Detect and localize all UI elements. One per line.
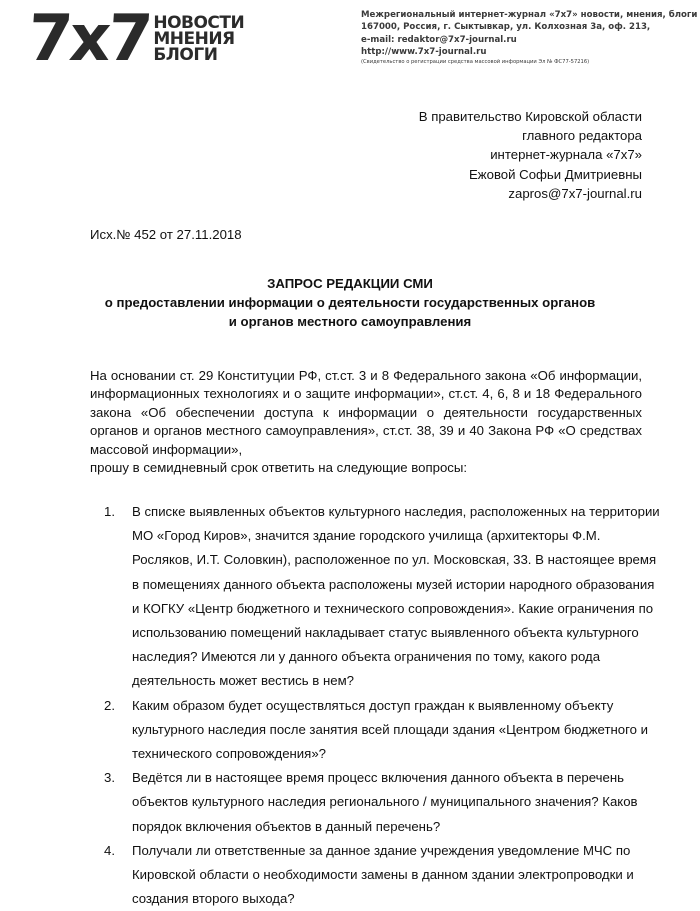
logo-words	[153, 15, 244, 63]
addressee-name: Ежовой Софьи Дмитриевны	[469, 166, 642, 182]
logo-word-opinions: МНЕНИЯ	[153, 29, 235, 49]
masthead-publication: Межрегиональный интернет-журнал «7х7» новости, мнения, блоги	[361, 10, 698, 20]
addressee-recipient: В правительство Кировской области	[418, 109, 642, 124]
addressee-publication: интернет-журнала «7х7»	[490, 147, 642, 163]
addressee-email: zapros@7x7-journal.ru	[508, 185, 642, 201]
outgoing-number: Исх.№ 452 от 27.11.2018	[90, 227, 242, 242]
masthead-registration: (Свидетельство о регистрации средства массовой информации Эл № ФС77-57216)	[361, 59, 590, 66]
addressee-block	[419, 107, 642, 203]
question-text: Получали ли ответственные за данное здание учреждения уведомление МЧС по Кировской области о необходимости замены в данном здании электропроводки и создания второго выхода?	[132, 842, 634, 907]
title-heading: ЗАПРОС РЕДАКЦИИ СМИ	[267, 276, 433, 291]
intro-last-line: прошу в семидневный срок ответить на следующие вопросы:	[90, 460, 468, 476]
logo-mark: 7x7	[25, 2, 152, 76]
masthead-website: http://www.7x7-journal.ru	[361, 46, 487, 57]
title-subtitle-1: о предоставлении информации о деятельности государственных органов	[104, 295, 596, 310]
question-text: В списке выявленных объектов культурного наследия, расположенных на территории МО «Город Киров», значится здание городского училища (архитекторы Ф.М. Росляков, И.Т. Соловкин), расположенное по ул. Московская, 33. В настоящее время в помещениях данного объекта расположены музей истории народного образования и КОГКУ «Центр бюджетного и технического сопровождения». Какие ограничения по использованию помещений накладывает статус выявленного объекта культурного наследия? Имеются ли у данного объекта ограничения по тому, какого рода деятельность может вестись в нем?	[132, 504, 660, 689]
masthead-email: e-mail: redaktor@7x7-journal.ru	[361, 34, 517, 45]
addressee-role: главного редактора	[522, 128, 642, 144]
intro-body: На основании ст. 29 Конституции РФ, ст.ст. 3 и 8 Федерального закона «Об информации, информационных технологиях и о защите информации», ст.ст. 4, 6, 8 и 18 Федерального закона «Об обеспечении доступа к информации о деятельности государственных органов и органов местного самоуправления», ст.ст. 38, 39 и 40 Закона РФ «О средствах массовой информации»,	[90, 368, 642, 457]
document-title	[0, 274, 700, 331]
question-item	[104, 839, 664, 911]
question-item	[104, 694, 664, 767]
question-text: Каким образом будет осуществляться доступ граждан к выявленному объекту культурного наследия после занятия всей площади здания «Центром бюджетного и технического сопровождения»?	[132, 697, 648, 762]
intro-paragraph	[90, 367, 642, 477]
question-item	[104, 500, 664, 694]
question-text: Ведётся ли в настоящее время процесс включения данного объекта в перечень объектов культурного наследия регионального / муниципального значения? Каков порядок включения объектов в данный перечень?	[132, 770, 638, 834]
logo-word-news: НОВОСТИ	[153, 13, 245, 33]
title-subtitle-2: и органов местного самоуправления	[228, 314, 472, 329]
question-item	[104, 766, 664, 839]
logo	[25, 2, 245, 76]
masthead	[361, 9, 697, 67]
logo-word-blogs: БЛОГИ	[153, 45, 218, 65]
question-number: 2.	[104, 697, 115, 713]
question-number: 1.	[104, 504, 115, 519]
masthead-address: 167000, Россия, г. Сыктывкар, ул. Колхозная 3а, оф. 213,	[361, 22, 651, 33]
questions-list	[104, 500, 664, 911]
question-number: 3.	[104, 770, 115, 786]
question-number: 4.	[104, 842, 115, 858]
